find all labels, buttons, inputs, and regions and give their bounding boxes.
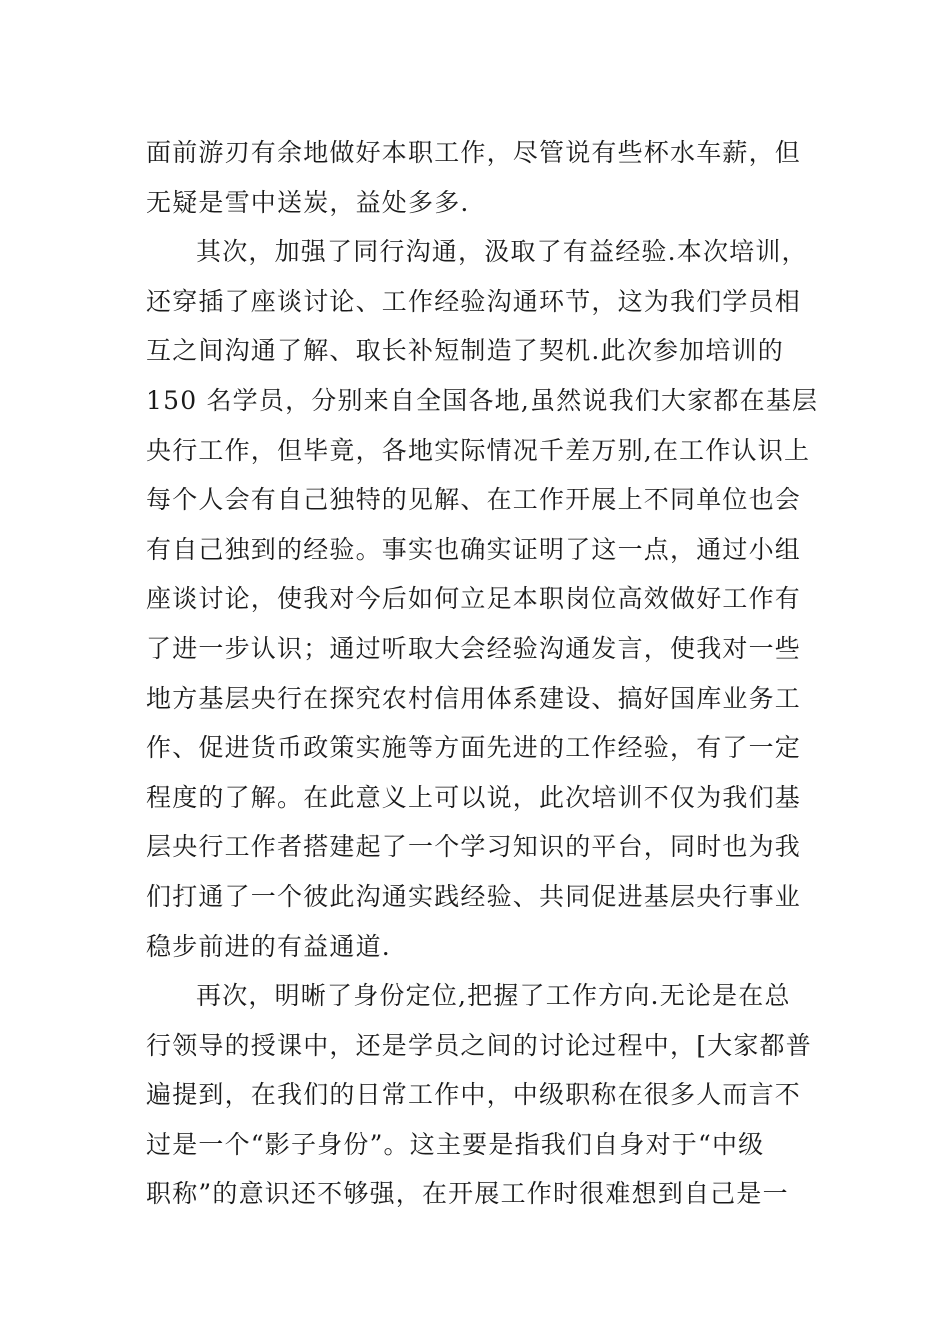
text-line: 行领导的授课中，还是学员之间的讨论过程中，[大家都普 bbox=[146, 1030, 812, 1060]
text-line: 互之间沟通了解、取长补短制造了契机.此次参加培训的 bbox=[146, 336, 784, 366]
text-line: 职称”的意识还不够强，在开展工作时很难想到自己是一 bbox=[146, 1179, 789, 1209]
paragraph-start-line: 其次，加强了同行沟通，汲取了有益经验.本次培训， bbox=[196, 237, 808, 267]
text-line: 程度的了解。在此意义上可以说，此次培训不仅为我们基 bbox=[146, 782, 802, 812]
text-line: 作、促进货币政策实施等方面先进的工作经验，有了一定 bbox=[146, 733, 802, 763]
text-line: 还穿插了座谈讨论、工作经验沟通环节，这为我们学员相 bbox=[146, 286, 802, 316]
body-text bbox=[146, 128, 819, 1219]
text-line: 遍提到，在我们的日常工作中，中级职称在很多人而言不 bbox=[146, 1080, 802, 1110]
text-line: 座谈讨论，使我对今后如何立足本职岗位高效做好工作有 bbox=[146, 584, 802, 614]
text-line: 150 名学员，分别来自全国各地,虽然说我们大家都在基层 bbox=[146, 385, 819, 415]
text-line: 稳步前进的有益通道. bbox=[146, 931, 391, 961]
text-line: 央行工作，但毕竟，各地实际情况千差万别,在工作认识上 bbox=[146, 435, 811, 465]
text-line: 每个人会有自己独特的见解、在工作开展上不同单位也会 bbox=[146, 485, 802, 515]
text-line: 面前游刃有余地做好本职工作，尽管说有些杯水车薪，但 bbox=[146, 138, 802, 167]
text-line: 地方基层央行在探究农村信用体系建设、搞好国库业务工 bbox=[146, 683, 802, 713]
text-line: 无疑是雪中送炭，益处多多. bbox=[146, 187, 470, 217]
text-line: 们打通了一个彼此沟通实践经验、共同促进基层央行事业 bbox=[146, 881, 802, 911]
text-line: 有自己独到的经验。事实也确实证明了这一点，通过小组 bbox=[146, 534, 802, 564]
text-line: 了进一步认识；通过听取大会经验沟通发言，使我对一些 bbox=[146, 633, 802, 663]
paragraph-start-line: 再次，明晰了身份定位,把握了工作方向.无论是在总 bbox=[196, 981, 791, 1011]
text-line: 过是一个“影子身份”。这主要是指我们自身对于“中级 bbox=[146, 1129, 765, 1159]
text-line: 层央行工作者搭建起了一个学习知识的平台，同时也为我 bbox=[146, 832, 802, 862]
